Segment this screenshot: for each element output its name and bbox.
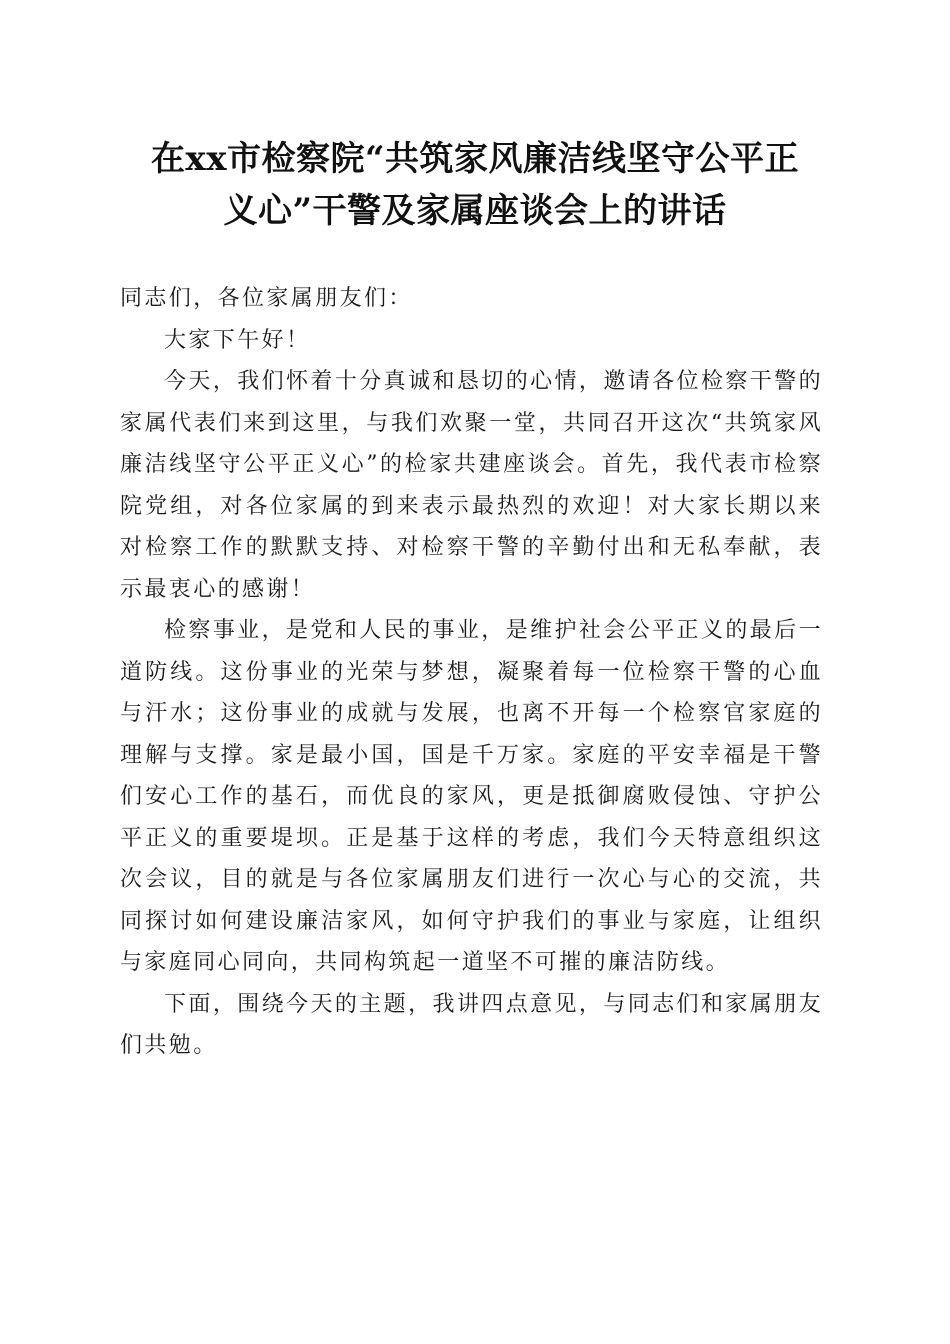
greeting-paragraph: 大家下午好！ [164,327,311,353]
transition-paragraph: 下面，围绕今天的主题，我讲四点意见，与同志们和家属朋友们共勉。 [120,991,823,1058]
title-line-1: 在xx市检察院“共筑家风廉洁线坚守公平正 [150,139,800,179]
salutation: 同志们，各位家属朋友们： [120,286,413,311]
mission-paragraph: 检察事业，是党和人民的事业，是维护社会公平正义的最后一道防线。这份事业的光荣与梦想，凝聚着每一位检察干警的心血与汗水；这份事业的成就与发展，也离不开每一个检察官家庭的理解与支撑。家是最小国，国是千万家。家庭的平安幸福是干警们安心工作的基石，而优良的家风，更是抵御腐败侵蚀、守护公平正义的重要堤坝。正是基于这样的考虑，我们今天特意组织这次会议，目的就是与各位家属朋友们进行一次心与心的交流，共同探讨如何建设廉洁家风，如何守护我们的事业与家庭，让组织与家庭同心同向，共同构筑起一道坚不可摧的廉洁防线。 [120,618,823,975]
title-line-2: 义心”干警及家属座谈会上的讲话 [223,191,727,231]
document-title [110,133,840,237]
welcome-paragraph: 今天，我们怀着十分真诚和恳切的心情，邀请各位检察干警的家属代表们来到这里，与我们欢聚一堂，共同召开这次“共筑家风廉洁线坚守公平正义心”的检家共建座谈会。首先，我代表市检察院党组，对各位家属的到来表示最热烈的欢迎！对大家长期以来对检察工作的默默支持、对检察干警的辛勤付出和无私奉献，表示最衷心的感谢！ [120,369,823,602]
document-body [120,278,823,1067]
